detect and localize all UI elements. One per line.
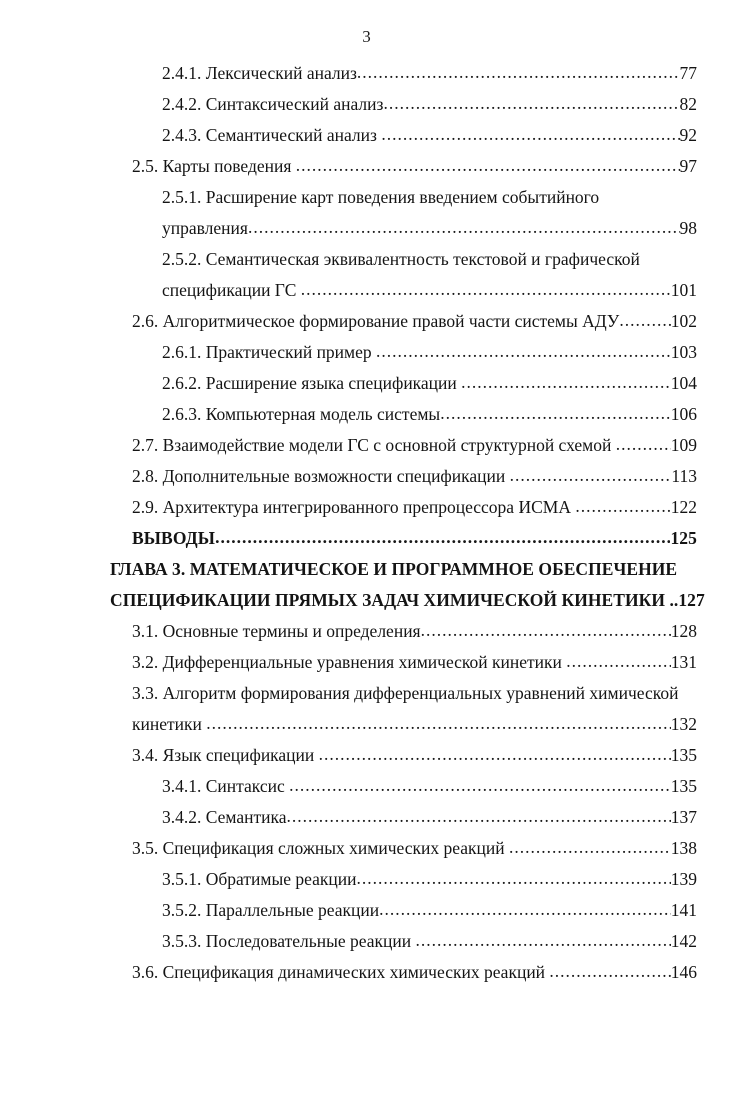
toc-entry-page-number: 92 (679, 125, 697, 145)
toc-entry-page-number: 101 (670, 280, 697, 300)
toc-entry-title: 2.4.3. Семантический анализ (162, 125, 382, 145)
toc-entry (0, 182, 733, 213)
toc-entry-page-number: 128 (670, 621, 697, 641)
dot-leader (421, 615, 671, 646)
toc-entry (0, 461, 733, 492)
toc-entry-title: 3.6. Спецификация динамических химических реакций (132, 962, 550, 982)
toc-entry (0, 523, 733, 554)
toc-entry-title: СПЕЦИФИКАЦИИ ПРЯМЫХ ЗАДАЧ ХИМИЧЕСКОЙ КИНЕТИКИ .. (110, 590, 679, 610)
dot-leader (415, 925, 670, 956)
toc-entry-page-number: 98 (679, 218, 697, 238)
toc-entry-title: 3.5.1. Обратимые реакции (162, 869, 357, 889)
dot-leader (381, 119, 679, 150)
dot-leader (440, 398, 671, 429)
toc-entry-page-number: 122 (670, 497, 697, 517)
dot-leader (619, 305, 670, 336)
dot-leader (376, 336, 671, 367)
dot-leader (356, 863, 670, 894)
toc-entry-title: 2.7. Взаимодействие модели ГС с основной структурной схемой (132, 435, 616, 455)
toc-entry-title: 3.4. Язык спецификации (132, 745, 319, 765)
toc-entry (0, 213, 733, 244)
dot-leader (379, 894, 671, 925)
toc-entry-title: ВЫВОДЫ (132, 528, 216, 548)
toc-entry (0, 864, 733, 895)
toc-entry-page-number: 106 (670, 404, 697, 424)
toc-entry-page-number: 142 (670, 931, 697, 951)
toc-entry (0, 368, 733, 399)
toc-entry (0, 120, 733, 151)
toc-entry (0, 275, 733, 306)
toc-entry (0, 306, 733, 337)
toc-entry-title: 2.5.2. Семантическая эквивалентность текстовой и графической (162, 249, 640, 269)
dot-leader (287, 801, 671, 832)
toc-entry (0, 678, 733, 709)
toc-entry-page-number: 132 (670, 714, 697, 734)
toc-entry-page-number: 141 (670, 900, 697, 920)
dot-leader (616, 429, 671, 460)
table-of-contents (0, 58, 733, 988)
toc-entry (0, 151, 733, 182)
toc-entry-title: ГЛАВА 3. МАТЕМАТИЧЕСКОЕ И ПРОГРАММНОЕ ОБЕСПЕЧЕНИЕ (110, 559, 678, 579)
toc-entry (0, 833, 733, 864)
toc-entry-page-number: 103 (670, 342, 697, 362)
toc-entry-title: 2.6.1. Практический пример (162, 342, 377, 362)
dot-leader (510, 460, 672, 491)
dot-leader (289, 770, 671, 801)
page-number-header: 3 (362, 27, 371, 46)
toc-entry-title: 3.1. Основные термины и определения (132, 621, 421, 641)
toc-entry (0, 492, 733, 523)
toc-entry (0, 58, 733, 89)
toc-entry-title: 3.4.1. Синтаксис (162, 776, 290, 796)
dot-leader (206, 708, 670, 739)
dot-leader (215, 522, 670, 553)
toc-entry-title: 3.2. Дифференциальные уравнения химической кинетики (132, 652, 567, 672)
toc-entry-page-number: 138 (670, 838, 697, 858)
toc-entry (0, 957, 733, 988)
toc-entry-page-number: 146 (670, 962, 697, 982)
toc-entry-page-number: 113 (671, 466, 697, 486)
toc-entry-page-number: 97 (679, 156, 697, 176)
toc-entry (0, 430, 733, 461)
toc-entry-title: 2.8. Дополнительные возможности спецификации (132, 466, 510, 486)
toc-entry (0, 802, 733, 833)
toc-entry-page-number: 82 (679, 94, 697, 114)
toc-entry-title: 2.9. Архитектура интегрированного препроцессора ИСМА (132, 497, 576, 517)
toc-entry-title: 2.6.2. Расширение языка спецификации (162, 373, 462, 393)
dot-leader (357, 57, 680, 88)
toc-entry (0, 895, 733, 926)
toc-entry (0, 647, 733, 678)
toc-entry-page-number: 109 (670, 435, 697, 455)
toc-entry-title: кинетики (132, 714, 207, 734)
dot-leader (383, 88, 679, 119)
toc-entry (0, 337, 733, 368)
toc-entry-title: 3.4.2. Семантика (162, 807, 287, 827)
toc-entry-page-number: 125 (670, 528, 697, 548)
toc-entry (0, 585, 733, 616)
toc-entry (0, 709, 733, 740)
toc-entry-title: 3.5.2. Параллельные реакции (162, 900, 380, 920)
toc-entry-page-number: 135 (670, 776, 697, 796)
toc-entry-title: 3.3. Алгоритм формирования дифференциальных уравнений химической (132, 683, 679, 703)
toc-entry (0, 771, 733, 802)
dot-leader (301, 274, 671, 305)
toc-entry-title: 2.5. Карты поведения (132, 156, 296, 176)
dot-leader (575, 491, 670, 522)
toc-entry-title: 3.5.3. Последовательные реакции (162, 931, 416, 951)
toc-entry (0, 740, 733, 771)
toc-entry (0, 244, 733, 275)
toc-entry-title: 2.6.3. Компьютерная модель системы (162, 404, 441, 424)
toc-entry-page-number: 102 (670, 311, 697, 331)
toc-entry-page-number: 137 (670, 807, 697, 827)
toc-entry (0, 616, 733, 647)
toc-entry (0, 89, 733, 120)
toc-entry-title: управления (162, 218, 248, 238)
dot-leader (296, 150, 680, 181)
toc-entry (0, 554, 733, 585)
toc-entry-page-number: 104 (670, 373, 697, 393)
toc-entry-title: 3.5. Спецификация сложных химических реакций (132, 838, 509, 858)
dot-leader (549, 956, 670, 987)
toc-entry-page-number: 77 (679, 63, 697, 83)
toc-entry (0, 926, 733, 957)
toc-entry-title: 2.4.2. Синтаксический анализ (162, 94, 384, 114)
toc-entry-title: 2.6. Алгоритмическое формирование правой части системы АДУ (132, 311, 620, 331)
dot-leader (248, 212, 680, 243)
dot-leader (461, 367, 671, 398)
dot-leader (319, 739, 671, 770)
toc-entry-title: 2.4.1. Лексический анализ (162, 63, 357, 83)
dot-leader (509, 832, 671, 863)
toc-entry (0, 399, 733, 430)
toc-entry-title: 2.5.1. Расширение карт поведения введением событийного (162, 187, 600, 207)
toc-entry-page-number: 139 (670, 869, 697, 889)
toc-entry-page-number: 135 (670, 745, 697, 765)
toc-entry-title: спецификации ГС (162, 280, 301, 300)
dot-leader (566, 646, 670, 677)
toc-entry-page-number: 131 (670, 652, 697, 672)
toc-entry-page-number: 127 (678, 590, 705, 610)
